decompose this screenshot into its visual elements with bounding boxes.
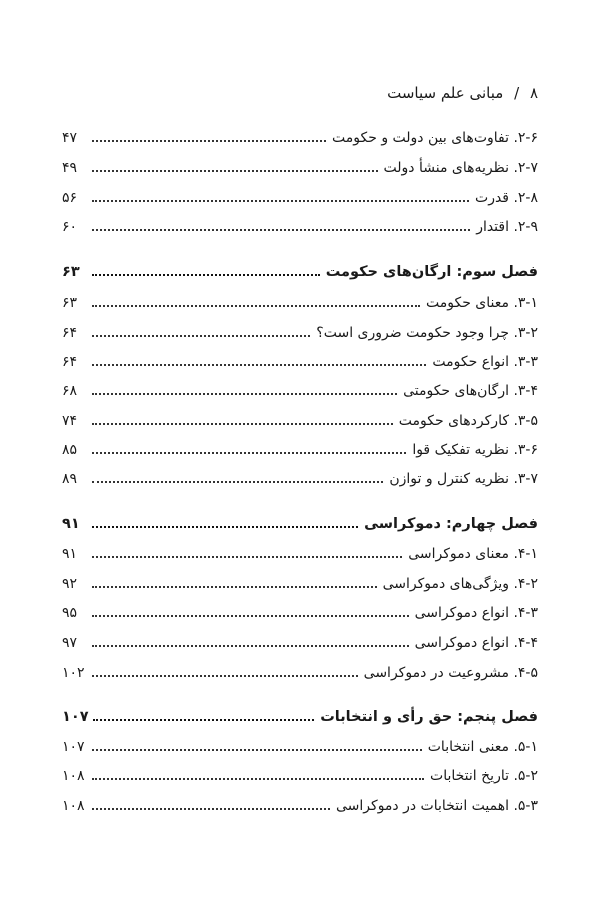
toc-entry-title: ۴-۱. معنای دموکراسی (408, 546, 538, 562)
toc-entry-page: ۱۰۷ (62, 739, 85, 755)
toc-entry-page: ۹۵ (62, 605, 78, 621)
dot-leader (92, 469, 383, 489)
toc-entry-page: ۹۲ (62, 576, 78, 592)
dot-leader (92, 514, 358, 534)
dot-leader (92, 574, 377, 594)
toc-entry-page: ۶۳ (62, 295, 78, 311)
toc-entry-page: ۱۰۲ (62, 665, 85, 681)
dot-leader (92, 217, 470, 237)
toc-entry (62, 213, 538, 237)
page-number: ۸ (529, 84, 538, 102)
toc-entry (62, 154, 538, 178)
book-title: مبانی علم سیاست (387, 84, 504, 102)
dot-leader (92, 158, 378, 178)
toc-entry (62, 762, 538, 786)
dot-leader (92, 411, 393, 431)
toc-entry-page: ۷۴ (62, 413, 78, 429)
toc-entry-title: ۲-۸. قدرت (475, 190, 538, 206)
toc-entry-page: ۱۰۸ (62, 768, 85, 784)
toc-entry-page: ۶۰ (62, 219, 78, 235)
dot-leader (92, 440, 406, 460)
toc-entry-title: ۳-۴. ارگان‌های حکومتی (403, 383, 538, 399)
dot-leader (92, 737, 422, 757)
toc-entry-title: ۴-۲. ویژگی‌های دموکراسی (382, 576, 538, 592)
toc-entry-title: ۳-۵. کارکردهای حکومت (398, 413, 538, 429)
dot-leader (93, 707, 315, 727)
toc-entry-title: ۳-۶. نظریه تفکیک قوا (412, 442, 538, 458)
toc-entry-page: ۴۹ (62, 160, 78, 176)
dot-leader (92, 262, 320, 282)
toc-entry-title: ۳-۳. انواع حکومت (432, 354, 538, 370)
toc-entry (62, 436, 538, 460)
toc-entry-title: ۲-۶. تفاوت‌های بین دولت و حکومت (332, 130, 538, 146)
dot-leader (92, 188, 469, 208)
toc-entry (62, 407, 538, 431)
toc-entry-title: ۲-۷. نظریه‌های منشأ دولت (383, 160, 538, 176)
toc-entry-title: ۳-۲. چرا وجود حکومت ضروری است؟ (316, 325, 538, 341)
toc-chapter-title: فصل پنجم: حق رأی و انتخابات (320, 709, 538, 725)
toc-entry (62, 659, 538, 683)
toc-chapter (62, 703, 538, 727)
toc-entry-title: ۴-۳. انواع دموکراسی (414, 605, 538, 621)
toc-entry-title: ۴-۵. مشروعیت در دموکراسی (363, 665, 538, 681)
toc-entry (62, 289, 538, 313)
toc-chapter-page: ۶۳ (62, 264, 80, 280)
toc-chapter-page: ۱۰۷ (62, 709, 89, 725)
toc-entry-page: ۶۴ (62, 325, 78, 341)
dot-leader (92, 766, 424, 786)
dot-leader (92, 293, 420, 313)
dot-leader (92, 796, 330, 816)
dot-leader (92, 128, 326, 148)
toc-entry-title: ۳-۷. نظریه کنترل و توازن (389, 471, 538, 487)
toc-entry-page: ۹۷ (62, 635, 78, 651)
toc-entry-title: ۵-۱. معنی انتخابات (427, 739, 538, 755)
toc-entry-page: ۹۱ (62, 546, 78, 562)
toc-entry (62, 792, 538, 816)
toc-entry (62, 540, 538, 564)
toc-chapter-page: ۹۱ (62, 516, 80, 532)
toc-entry (62, 348, 538, 372)
dot-leader (92, 663, 358, 683)
dot-leader (92, 323, 310, 343)
toc-entry (62, 570, 538, 594)
header-separator: / (514, 84, 520, 102)
toc-entry-page: ۵۶ (62, 190, 78, 206)
toc-chapter (62, 258, 538, 282)
toc-entry (62, 629, 538, 653)
toc-entry-page: ۱۰۸ (62, 798, 85, 814)
dot-leader (92, 544, 402, 564)
toc-entry (62, 124, 538, 148)
toc-entry-page: ۸۹ (62, 471, 78, 487)
toc-chapter-title: فصل سوم: ارگان‌های حکومت (325, 264, 538, 280)
toc-entry-title: ۲-۹. اقتدار (476, 219, 538, 235)
toc-chapter (62, 510, 538, 534)
toc-entry-page: ۶۸ (62, 383, 78, 399)
toc-entry (62, 377, 538, 401)
toc-entry (62, 319, 538, 343)
toc-entry (62, 599, 538, 623)
toc-entry-title: ۵-۳. اهمیت انتخابات در دموکراسی (336, 798, 538, 814)
dot-leader (92, 352, 426, 372)
toc-entry (62, 465, 538, 489)
dot-leader (92, 603, 409, 623)
toc-entry-title: ۵-۲. تاریخ انتخابات (430, 768, 538, 784)
toc-entry (62, 184, 538, 208)
toc-entry-title: ۳-۱. معنای حکومت (425, 295, 538, 311)
dot-leader (92, 381, 397, 401)
toc-entry-page: ۸۵ (62, 442, 78, 458)
toc-entry-title: ۴-۴. انواع دموکراسی (414, 635, 538, 651)
running-header (387, 84, 538, 102)
toc-entry-page: ۶۴ (62, 354, 78, 370)
toc-chapter-title: فصل چهارم: دموکراسی (364, 516, 538, 532)
toc-entry (62, 733, 538, 757)
dot-leader (92, 633, 409, 653)
toc-entry-page: ۴۷ (62, 130, 78, 146)
